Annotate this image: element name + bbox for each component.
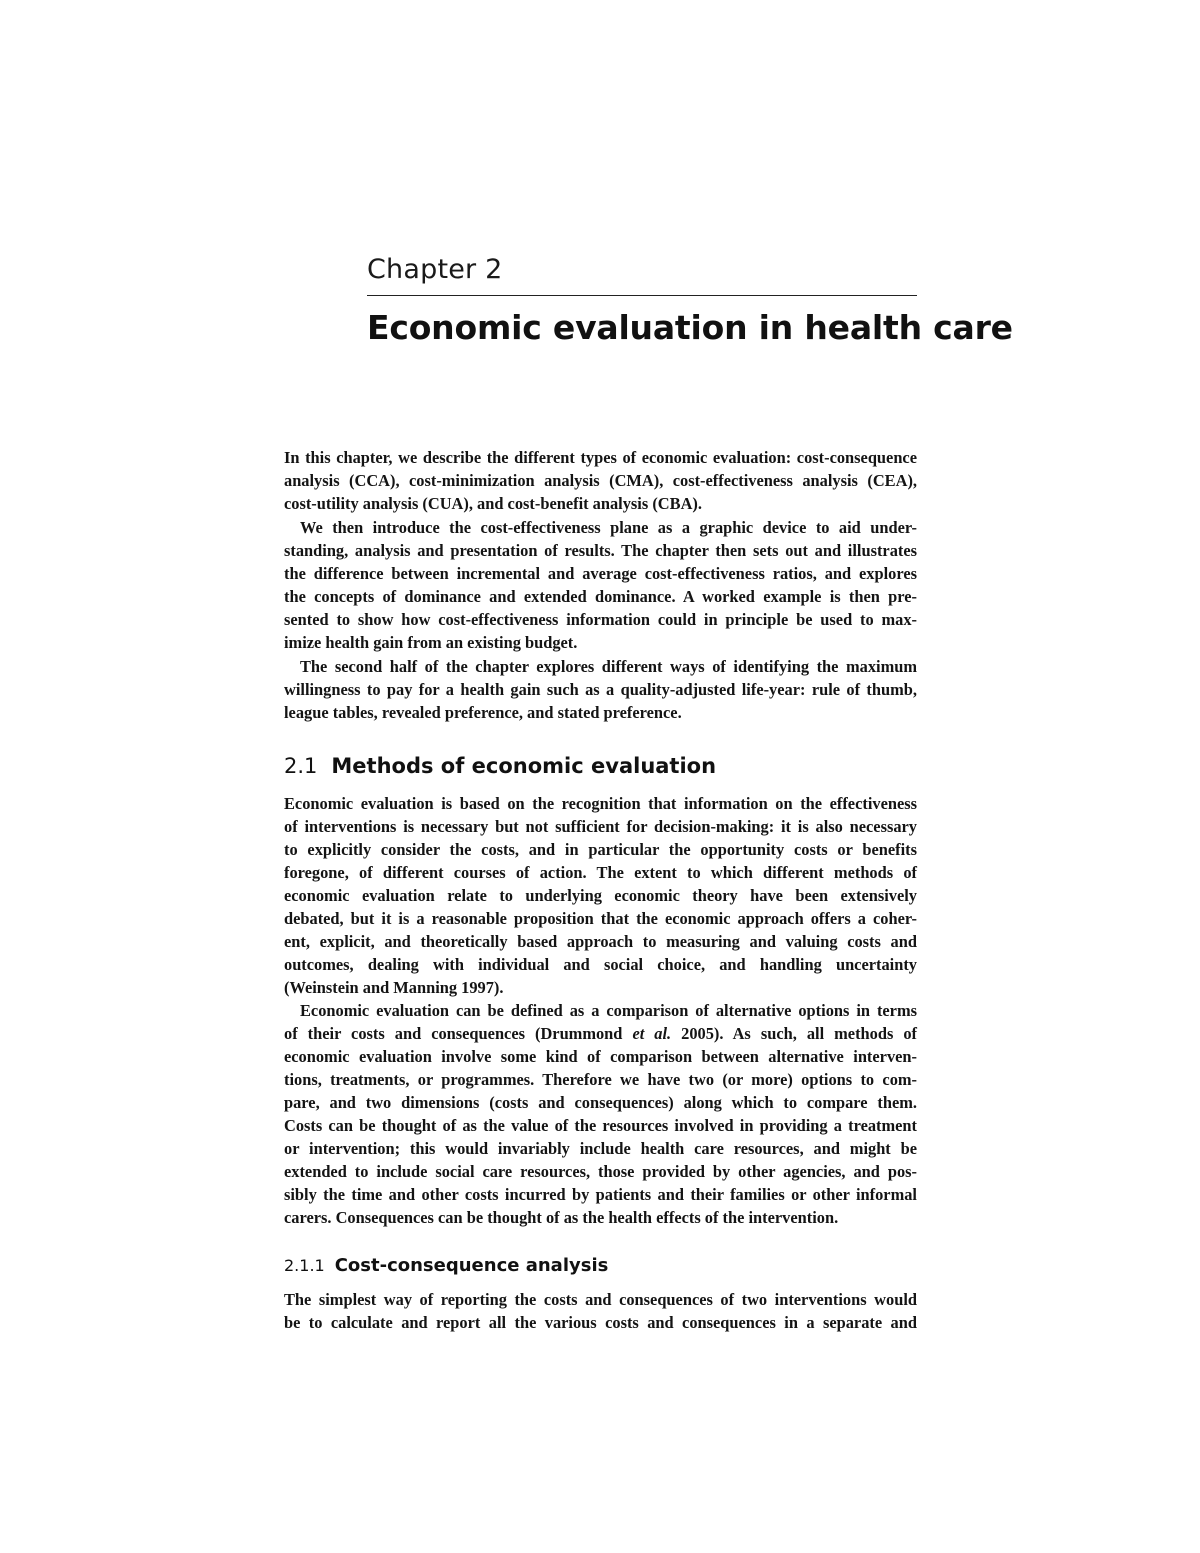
text-line: Economic evaluation is based on the recognition that information on the effectiveness (284, 794, 917, 813)
intro-paragraph-1 (284, 446, 917, 515)
text-line: The second half of the chapter explores different ways of identifying the maximum (300, 657, 917, 676)
text-line: the concepts of dominance and extended dominance. A worked example is then pre- (284, 587, 917, 606)
text-line: tions, treatments, or programmes. Therefore we have two (or more) options to com- (284, 1070, 917, 1089)
text-line: debated, but it is a reasonable proposition that the economic approach offers a coher- (284, 909, 917, 928)
text-line: the difference between incremental and average cost-effectiveness ratios, and explores (284, 564, 917, 583)
text-line: cost-utility analysis (CUA), and cost-benefit analysis (CBA). (284, 494, 702, 513)
text-line: be to calculate and report all the various costs and consequences in a separate and (284, 1313, 917, 1332)
section-2-1-paragraph-1 (284, 792, 917, 999)
text-line: to explicitly consider the costs, and in particular the opportunity costs or benefits (284, 840, 917, 859)
section-heading-2-1-1 (284, 1255, 608, 1276)
text-line: imize health gain from an existing budget. (284, 633, 578, 652)
text-line: economic evaluation involve some kind of comparison between alternative interven- (284, 1047, 917, 1066)
text-line: or intervention; this would invariably include health care resources, and might be (284, 1139, 917, 1158)
text-line: Costs can be thought of as the value of the resources involved in providing a treatment (284, 1116, 917, 1135)
chapter-label: Chapter 2 (367, 254, 503, 285)
intro-paragraph-3 (284, 655, 917, 724)
section-title: Cost-consequence analysis (334, 1255, 609, 1276)
text-line: sented to show how cost-effectiveness information could in principle be used to max- (284, 610, 917, 629)
text-line: outcomes, dealing with individual and social choice, and handling uncertainty (284, 955, 917, 974)
text-line: extended to include social care resources, those provided by other agencies, and pos- (284, 1162, 917, 1181)
section-number: 2.1 (284, 754, 318, 778)
text-line: economic evaluation relate to underlying economic theory have been extensively (284, 886, 917, 905)
chapter-title: Economic evaluation in health care (367, 308, 1013, 347)
text-line: league tables, revealed preference, and stated preference. (284, 703, 682, 722)
text-line: We then introduce the cost-effectiveness plane as a graphic device to aid under- (300, 518, 917, 537)
text-line: of interventions is necessary but not sufficient for decision-making: it is also necessary (284, 817, 917, 836)
text-line: of their costs and consequences (Drummond et al. 2005). As such, all methods of (284, 1024, 917, 1043)
text-line: foregone, of different courses of action. The extent to which different methods of (284, 863, 917, 882)
section-2-1-paragraph-2 (284, 999, 917, 1229)
text-line: The simplest way of reporting the costs and consequences of two interventions would (284, 1290, 917, 1309)
text-line: ent, explicit, and theoretically based approach to measuring and valuing costs and (284, 932, 917, 951)
text-line: In this chapter, we describe the different types of economic evaluation: cost-consequence (284, 448, 917, 467)
section-title: Methods of economic evaluation (331, 754, 717, 778)
text-line: willingness to pay for a health gain such as a quality-adjusted life-year: rule of thumb, (284, 680, 917, 699)
section-2-1-1-paragraph-1 (284, 1288, 917, 1334)
text-line: analysis (CCA), cost-minimization analysis (CMA), cost-effectiveness analysis (CEA), (284, 471, 917, 490)
text-line: sibly the time and other costs incurred by patients and their families or other informal (284, 1185, 917, 1204)
chapter-rule (367, 295, 917, 296)
text-line: pare, and two dimensions (costs and consequences) along which to compare them. (284, 1093, 917, 1112)
section-number: 2.1.1 (284, 1256, 325, 1275)
intro-paragraph-2 (284, 516, 917, 654)
section-heading-2-1 (284, 754, 716, 778)
text-line: standing, analysis and presentation of results. The chapter then sets out and illustrates (284, 541, 917, 560)
text-line: carers. Consequences can be thought of as the health effects of the intervention. (284, 1208, 839, 1227)
text-line: Economic evaluation can be defined as a comparison of alternative options in terms (300, 1001, 917, 1020)
text-line: (Weinstein and Manning 1997). (284, 978, 504, 997)
